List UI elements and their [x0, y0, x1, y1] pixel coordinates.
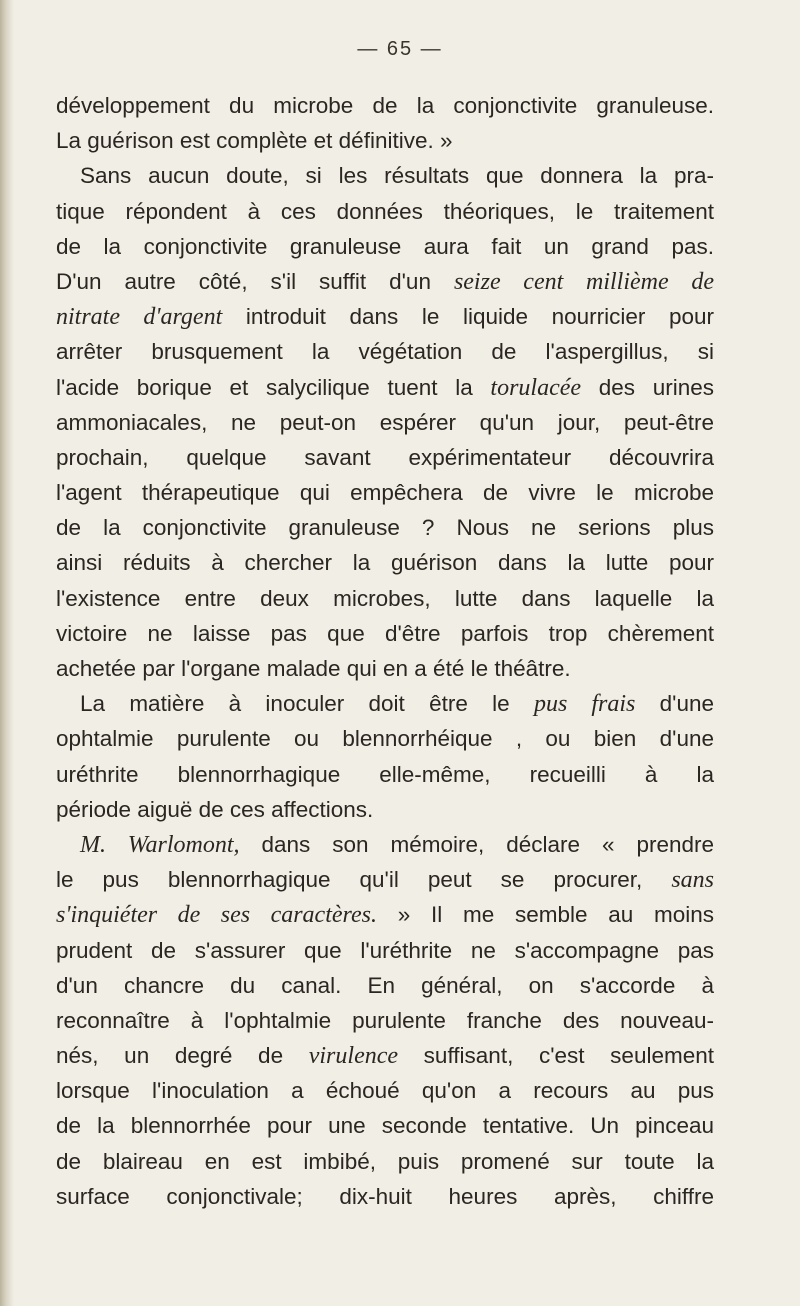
- text-line: [56, 370, 714, 405]
- text-run: ammoniacales, ne peut-on espérer qu'un jour, peut-être: [56, 409, 714, 435]
- text-run: tique répondent à ces données théoriques, le traitement: [56, 198, 714, 224]
- text-run: La guérison est complète et définitive. »: [56, 128, 453, 154]
- text-run: de blaireau en est imbibé, puis promené sur toute la: [56, 1148, 714, 1174]
- italic-text: virulence: [308, 1043, 399, 1070]
- text-line: [56, 88, 714, 123]
- text-line: [56, 686, 714, 721]
- italic-text: seize cent millième de: [453, 268, 715, 295]
- text-run: dans son mémoire, déclare « prendre: [239, 831, 714, 857]
- text-line: [56, 897, 714, 932]
- text-run: de la conjonctivite granuleuse aura fait un grand pas.: [56, 233, 714, 259]
- text-run: reconnaître à l'ophtalmie purulente franche des nouveau-: [56, 1007, 714, 1033]
- italic-text: nitrate d'argent: [56, 304, 223, 331]
- italic-text: pus frais: [533, 691, 636, 718]
- italic-text: M. Warlomont,: [80, 831, 240, 858]
- text-line: [56, 1144, 714, 1179]
- italic-text: s'inquiéter de ses caractères.: [56, 902, 377, 929]
- text-run: uréthrite blennorrhagique elle-même, recueilli à la: [56, 761, 714, 787]
- text-run: arrêter brusquement la végétation de l'aspergillus, si: [56, 339, 714, 365]
- text-run: nés, un degré de: [56, 1043, 309, 1069]
- text-line: [56, 545, 714, 580]
- text-run: d'une: [635, 691, 714, 717]
- text-line: [56, 862, 714, 897]
- text-run: l'agent thérapeutique qui empêchera de vivre le microbe: [56, 480, 714, 506]
- text-run: D'un autre côté, s'il suffit d'un: [56, 268, 454, 294]
- text-run: de la conjonctivite granuleuse ? Nous ne serions plus: [56, 515, 714, 541]
- text-line: [56, 264, 714, 299]
- text-run: l'existence entre deux microbes, lutte dans laquelle la: [56, 585, 714, 611]
- text-run: La matière à inoculer doit être le: [80, 691, 534, 717]
- text-run: » Il me semble au moins: [376, 902, 715, 928]
- text-run: période aiguë de ces affections.: [56, 796, 374, 822]
- text-line: [56, 651, 714, 686]
- text-run: développement du microbe de la conjonctivite granuleuse.: [56, 93, 714, 118]
- text-line: [56, 581, 714, 616]
- text-line: [56, 123, 714, 158]
- text-run: surface conjonctivale; dix-huit heures après, chiffre: [56, 1183, 714, 1209]
- text-line: [56, 475, 714, 510]
- body-text: [56, 88, 714, 1214]
- text-line: [56, 299, 714, 334]
- text-run: Sans aucun doute, si les résultats que donnera la pra-: [80, 163, 714, 189]
- text-line: [56, 194, 714, 229]
- italic-text: torulacée: [490, 374, 582, 401]
- text-line: [56, 1179, 714, 1214]
- text-line: [56, 616, 714, 651]
- text-run: le pus blennorrhagique qu'il peut se procurer,: [56, 867, 672, 893]
- text-line: [56, 1073, 714, 1108]
- text-line: [56, 510, 714, 545]
- text-line: [56, 757, 714, 792]
- text-run: prudent de s'assurer que l'uréthrite ne s'accompagne pas: [56, 937, 714, 963]
- text-line: [56, 405, 714, 440]
- text-line: [56, 721, 714, 756]
- text-run: d'un chancre du canal. En général, on s'accorde à: [56, 972, 714, 998]
- text-run: l'acide borique et salycilique tuent la: [56, 374, 491, 400]
- text-line: [56, 827, 714, 862]
- text-line: [56, 1108, 714, 1143]
- text-line: [56, 1003, 714, 1038]
- italic-text: sans: [671, 867, 714, 894]
- text-run: prochain, quelque savant expérimentateur découvrira: [56, 444, 714, 470]
- text-line: [56, 158, 714, 193]
- text-run: victoire ne laisse pas que d'être parfois trop chèrement: [56, 620, 714, 646]
- text-run: ophtalmie purulente ou blennorrhéique , ou bien d'une: [56, 726, 714, 752]
- text-run: de la blennorrhée pour une seconde tentative. Un pinceau: [56, 1113, 714, 1139]
- text-run: achetée par l'organe malade qui en a été le théâtre.: [56, 656, 571, 681]
- text-run: ainsi réduits à chercher la guérison dans la lutte pour: [56, 550, 714, 576]
- text-line: [56, 440, 714, 475]
- text-run: des urines: [581, 374, 714, 400]
- text-run: introduit dans le liquide nourricier pour: [222, 304, 715, 330]
- text-run: suffisant, c'est seulement: [398, 1043, 714, 1069]
- text-line: [56, 933, 714, 968]
- text-line: [56, 968, 714, 1003]
- page-number: — 65 —: [357, 38, 443, 60]
- text-line: [56, 229, 714, 264]
- text-line: [56, 1038, 714, 1073]
- text-run: lorsque l'inoculation a échoué qu'on a recours au pus: [56, 1078, 714, 1104]
- text-line: [56, 334, 714, 369]
- text-line: [56, 792, 714, 827]
